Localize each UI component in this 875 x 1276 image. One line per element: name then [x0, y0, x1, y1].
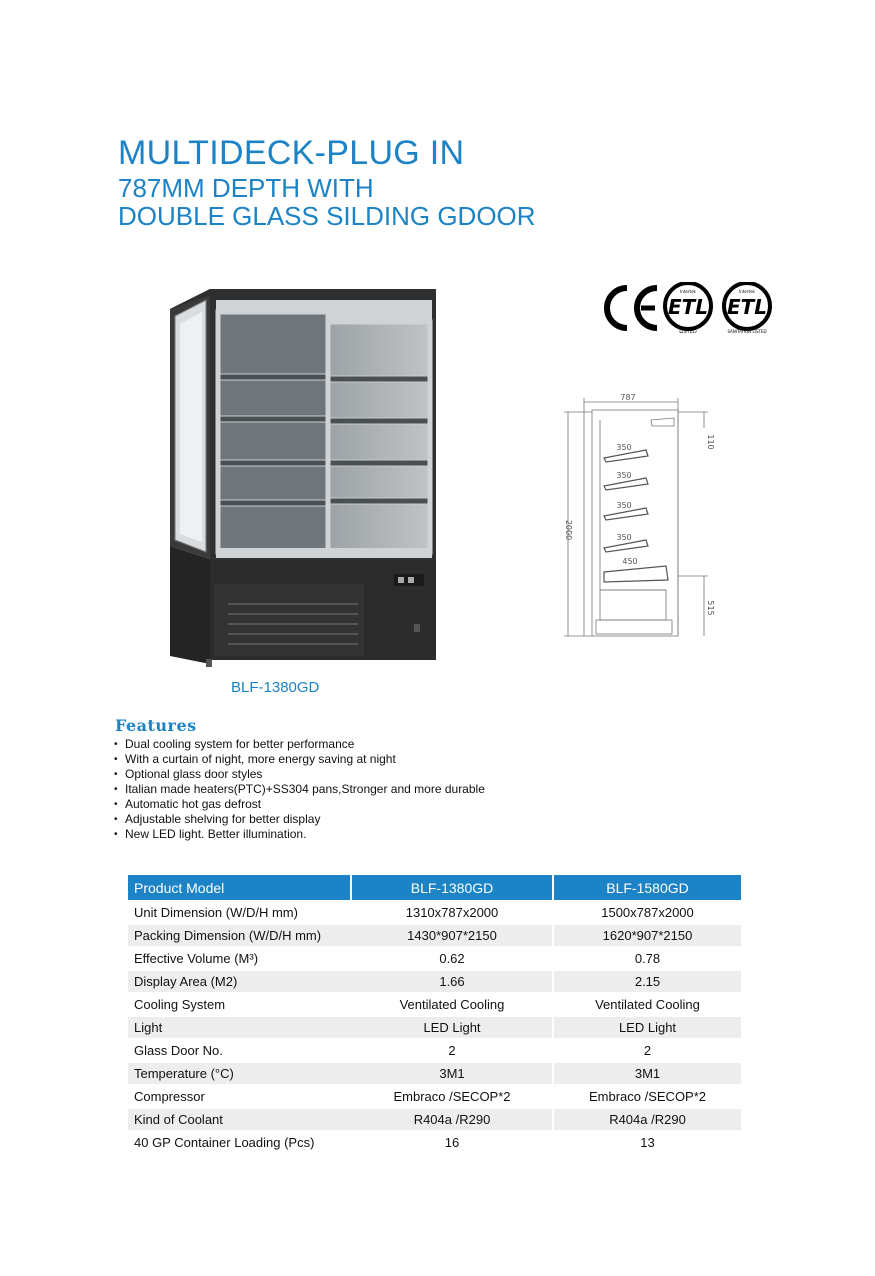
table-cell: LED Light: [352, 1017, 554, 1038]
table-cell: Ventilated Cooling: [595, 997, 700, 1012]
svg-text:ETL: ETL: [667, 295, 709, 319]
certification-logos: [603, 282, 778, 339]
svg-text:ETL: ETL: [726, 295, 768, 319]
table-row: [128, 1040, 741, 1061]
table-row: [128, 902, 741, 923]
dim-bottom: 450: [622, 557, 638, 566]
table-cell: Packing Dimension (W/D/H mm): [128, 925, 352, 946]
list-item: • With a curtain of night, more energy saving at night: [114, 752, 485, 767]
table-cell: 1620*907*2150: [554, 925, 741, 946]
table-cell: 16: [352, 1132, 554, 1153]
table-cell: 2: [643, 1043, 652, 1058]
table-cell: LED Light: [554, 1017, 741, 1038]
svg-text:Intertek: Intertek: [680, 289, 696, 294]
table-row: [128, 1109, 741, 1130]
svg-text:Intertek: Intertek: [739, 289, 755, 294]
table-cell: 2.15: [554, 971, 741, 992]
table-cell: Temperature (°C): [128, 1063, 352, 1084]
table-row: [128, 1132, 741, 1153]
table-cell: Unit Dimension (W/D/H mm): [134, 905, 298, 920]
subtitle-line-2: DOUBLE GLASS SILDING GDOOR: [118, 201, 536, 231]
product-image: [158, 284, 438, 674]
table-cell: 1.66: [352, 971, 554, 992]
table-cell: Display Area (M2): [128, 971, 352, 992]
table-cell: Compressor: [134, 1089, 205, 1104]
dim-height: 2000: [564, 519, 573, 541]
dim-shelf-4: 350: [616, 533, 632, 542]
list-item: • Italian made heaters(PTC)+SS304 pans,Stronger and more durable: [114, 782, 485, 797]
product-model-caption: BLF-1380GD: [231, 679, 320, 696]
table-cell: Effective Volume (M³): [134, 951, 259, 966]
table-header-row: [128, 875, 741, 900]
features-list: [114, 737, 485, 842]
table-cell: Cooling System: [134, 997, 226, 1012]
technical-drawing: [556, 390, 716, 645]
table-cell: Light: [128, 1017, 352, 1038]
svg-text:LISTED: LISTED: [679, 329, 697, 334]
etl-sanitation-logo: [724, 283, 770, 334]
svg-text:SANITATION LISTED: SANITATION LISTED: [727, 329, 767, 334]
table-cell: R404a /R290: [554, 1109, 741, 1130]
dim-top-gap: 110: [706, 434, 715, 450]
dim-depth: 787: [620, 393, 636, 402]
table-cell: 1500x787x2000: [601, 905, 694, 920]
table-row: [128, 1063, 741, 1084]
dim-shelf-3: 350: [616, 501, 632, 510]
dim-shelf-2: 350: [616, 471, 632, 480]
table-row: [128, 994, 741, 1015]
table-cell: 2: [352, 1040, 554, 1061]
table-cell: Embraco /SECOP*2: [588, 1089, 707, 1104]
column-header: Product Model: [128, 875, 352, 900]
dim-base: 515: [706, 600, 715, 616]
table-cell: 1430*907*2150: [352, 925, 554, 946]
table-cell: 3M1: [352, 1063, 554, 1084]
page-subtitle: [118, 174, 536, 230]
list-item: • New LED light. Better illumination.: [114, 827, 485, 842]
table-cell: 40 GP Container Loading (Pcs): [134, 1135, 315, 1150]
table-row: [128, 1017, 741, 1038]
table-cell: Ventilated Cooling: [352, 994, 554, 1015]
table-cell: 0.78: [634, 951, 661, 966]
table-cell: 0.62: [352, 948, 554, 969]
table-cell: Embraco /SECOP*2: [352, 1086, 554, 1107]
table-cell: R404a /R290: [352, 1109, 554, 1130]
subtitle-line-1: 787MM DEPTH WITH: [118, 173, 374, 203]
column-header: BLF-1580GD: [554, 875, 741, 900]
table-cell: 13: [640, 1135, 655, 1150]
dim-shelf-1: 350: [616, 443, 632, 452]
list-item: • Automatic hot gas defrost: [114, 797, 485, 812]
ce-mark-logo: [607, 288, 657, 328]
table-cell: Glass Door No.: [134, 1043, 223, 1058]
spec-table: [128, 873, 741, 1155]
list-item: • Adjustable shelving for better display: [114, 812, 485, 827]
list-item: • Optional glass door styles: [114, 767, 485, 782]
table-cell: 3M1: [554, 1063, 741, 1084]
page-title: MULTIDECK-PLUG IN: [118, 134, 465, 172]
table-cell: Kind of Coolant: [128, 1109, 352, 1130]
table-row: [128, 925, 741, 946]
list-item: • Dual cooling system for better performance: [114, 737, 485, 752]
table-row: [128, 948, 741, 969]
column-header: BLF-1380GD: [352, 875, 554, 900]
table-row: [128, 971, 741, 992]
features-heading: Features: [115, 716, 197, 735]
table-row: [128, 1086, 741, 1107]
table-cell: 1310x787x2000: [352, 902, 554, 923]
etl-listed-logo: [665, 283, 711, 334]
